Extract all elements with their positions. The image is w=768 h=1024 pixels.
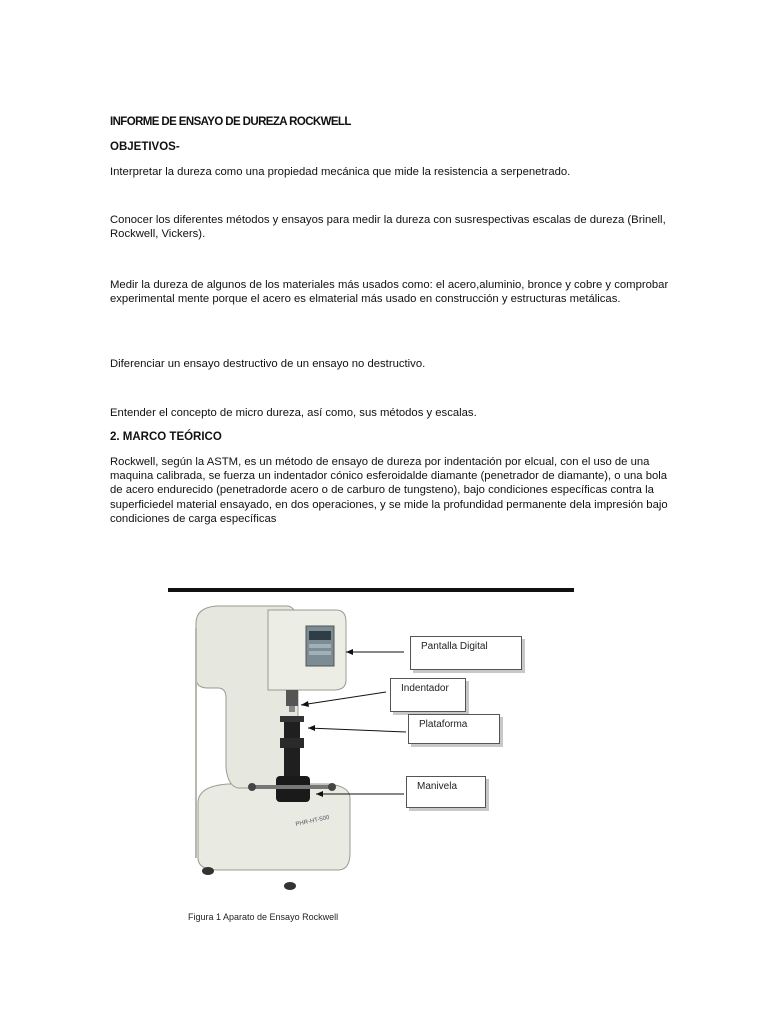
objective-text: Entender el concepto de micro dureza, así como, sus métodos y escalas. [110, 407, 477, 419]
objective-1 [110, 165, 670, 179]
section2-paragraph: Rockwell, según la ASTM, es un método de ensayo de dureza por indentación por elcual, con el uso de una maquina calibrada, se fuerza un indentador cónico esferoidalde diamante (penetrador de diamante), o una bola de acero endurecido (penetradorde acero o de carburo de tungsteno), bajo condiciones específicas contra la superficiedel material ensayado, en dos operaciones, y se mide la profundidad permanente dela impresión bajo condiciones de carga específicas [110, 456, 668, 525]
section2-paragraph-block [110, 455, 670, 526]
objective-text: Interpretar la dureza como una propiedad mecánica que mide la resistencia a serpenetrado. [110, 166, 571, 178]
objective-5 [110, 406, 670, 420]
section2-heading: 2. MARCO TEÓRICO [110, 431, 222, 443]
callout-indentador: Indentador [390, 678, 466, 712]
objective-text: Diferenciar un ensayo destructivo de un ensayo no destructivo. [110, 358, 426, 370]
objective-text: Conocer los diferentes métodos y ensayos para medir la dureza con susrespectivas escalas de dureza (Brinell, Rockwell, Vickers). [110, 214, 666, 241]
objective-text: Medir la dureza de algunos de los materiales más usados como: el acero,aluminio, bronce y cobre y comprobar experimental mente porque el acero es elmaterial más usado en construcción y estructuras metálicas. [110, 279, 669, 306]
figure-caption: Figura 1 Aparato de Ensayo Rockwell [188, 912, 339, 922]
callout-plataforma: Plataforma [408, 714, 500, 744]
document-title: INFORME DE ENSAYO DE DUREZA ROCKWELL [110, 116, 351, 128]
figure-rockwell-apparatus [168, 588, 578, 928]
objective-2 [110, 213, 670, 241]
objective-3 [110, 278, 670, 306]
callout-manivela: Manivela [406, 776, 486, 808]
callout-pantalla-digital: Pantalla Digital [410, 636, 522, 670]
objective-4 [110, 357, 670, 371]
objectives-heading: OBJETIVOS- [110, 141, 180, 153]
machine-label: PHR-HT-500 [295, 814, 331, 828]
